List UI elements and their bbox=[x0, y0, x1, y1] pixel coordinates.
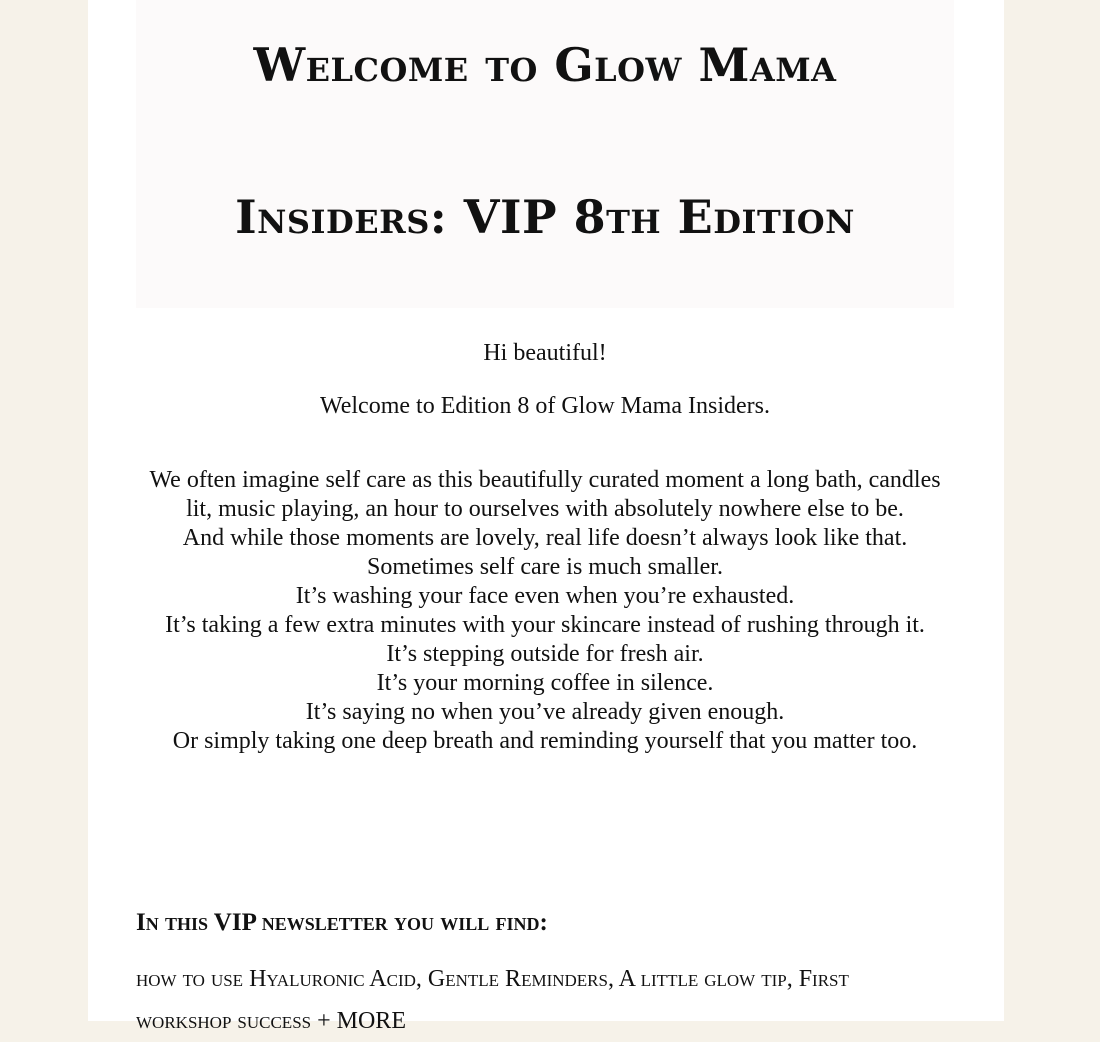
body-line: It’s taking a few extra minutes with your skincare instead of rushing through it. bbox=[165, 612, 925, 638]
greeting: Hi beautiful! bbox=[483, 340, 607, 366]
hero-banner bbox=[136, 0, 954, 308]
section-items: how to use Hyaluronic Acid, Gentle Reminders, A little glow tip, First workshop success + MORE bbox=[136, 966, 849, 1034]
welcome-line: Welcome to Edition 8 of Glow Mama Insiders. bbox=[320, 393, 770, 419]
body-line: Sometimes self care is much smaller. bbox=[367, 554, 723, 580]
body-line: And while those moments are lovely, real life doesn’t always look like that. bbox=[182, 525, 908, 551]
section-heading: In this VIP newsletter you will find: bbox=[136, 909, 548, 936]
body-line: We often imagine self care as this beautifully curated moment a long bath, candles lit, music playing, an hour to ourselves with absolutely nowhere else to be. bbox=[149, 467, 941, 522]
body-line: It’s washing your face even when you’re exhausted. bbox=[295, 583, 795, 609]
hero-title-line-2: Insiders: VIP 8th Edition bbox=[235, 190, 855, 244]
newsletter-page bbox=[88, 0, 1004, 1034]
hero-title-line-1: Welcome to Glow Mama bbox=[253, 38, 837, 92]
self-care-message bbox=[138, 466, 952, 756]
body-line: It’s stepping outside for fresh air. bbox=[386, 641, 704, 667]
body-line: It’s your morning coffee in silence. bbox=[376, 670, 714, 696]
body-line: It’s saying no when you’ve already given enough. bbox=[305, 699, 785, 725]
body-line: Or simply taking one deep breath and reminding yourself that you matter too. bbox=[172, 728, 918, 754]
